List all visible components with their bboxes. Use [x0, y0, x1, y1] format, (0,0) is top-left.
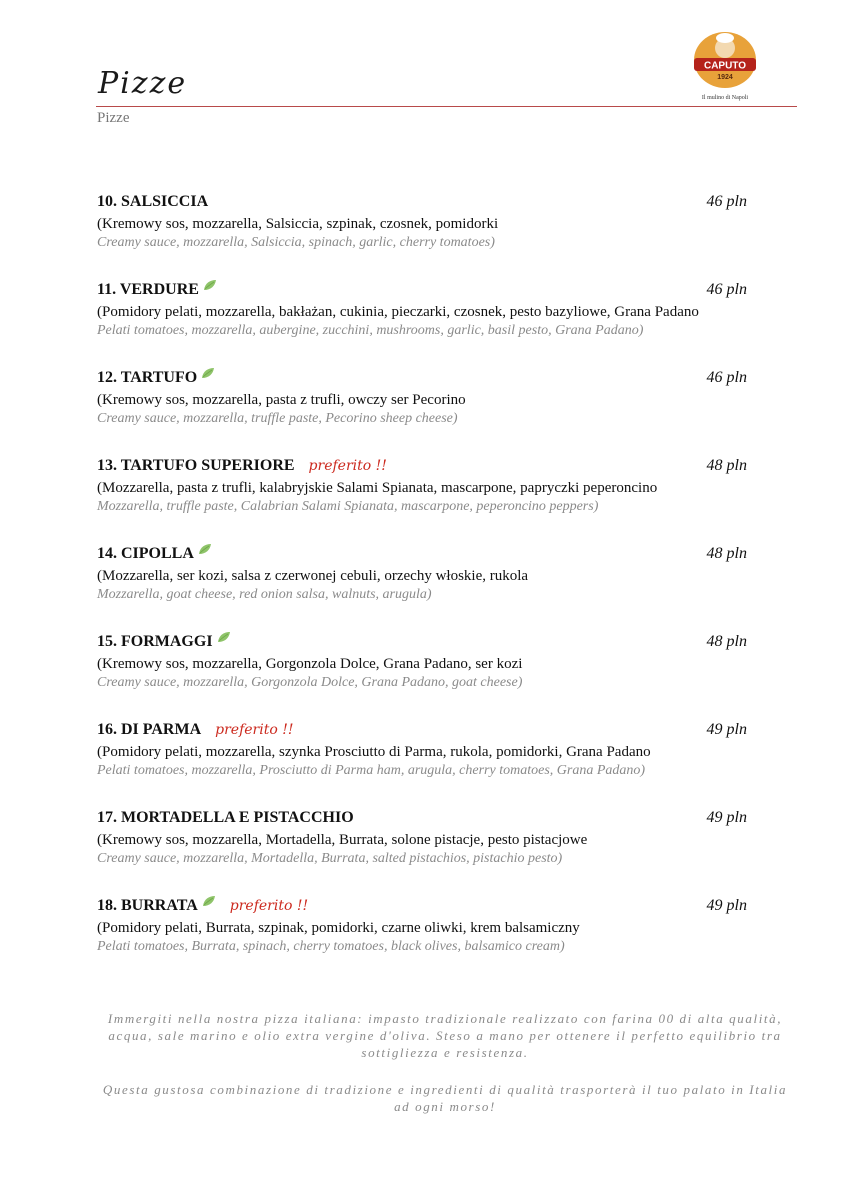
leaf-icon: [217, 631, 231, 643]
menu-item-price: 48 pln: [706, 545, 747, 562]
menu-item-header: [97, 896, 757, 916]
menu-item: [97, 808, 757, 896]
page-subtitle: Pizze: [97, 110, 130, 126]
menu-item-description-en: Creamy sauce, mozzarella, Gorgonzola Dolce, Grana Padano, goat cheese): [97, 675, 523, 690]
menu-item-name: 13. TARTUFO SUPERIORE: [97, 457, 295, 474]
menu-item-price: 49 pln: [706, 897, 747, 914]
menu-item-header: [97, 720, 757, 740]
footer-paragraph-2: Questa gustosa combinazione di tradizione e ingredienti di qualità trasporterà il tuo palato in Italia ad ogni morso!: [102, 1082, 788, 1114]
menu-item-name: 15. FORMAGGI: [97, 633, 213, 650]
menu-item-name: 10. SALSICCIA: [97, 193, 209, 210]
leaf-icon: [198, 543, 212, 555]
menu-item-description-pl: (Kremowy sos, mozzarella, Gorgonzola Dolce, Grana Padano, ser kozi: [97, 656, 523, 672]
menu-item-description-en: Mozzarella, truffle paste, Calabrian Salami Spianata, mascarpone, peperoncino peppers): [97, 499, 599, 514]
menu-item-description-en: Creamy sauce, mozzarella, truffle paste, Pecorino sheep cheese): [97, 411, 458, 426]
menu-item-header: [97, 544, 757, 564]
menu-item-description-pl: (Kremowy sos, mozzarella, Salsiccia, szpinak, czosnek, pomidorki: [97, 216, 499, 232]
menu-item-description-pl: (Kremowy sos, mozzarella, Mortadella, Burrata, solone pistacje, pesto pistacjowe: [97, 832, 588, 848]
menu-item: [97, 632, 757, 720]
menu-item: [97, 456, 757, 544]
menu-item-header: [97, 632, 757, 652]
caputo-logo: [690, 26, 760, 106]
menu-item-header: [97, 368, 757, 388]
menu-item: [97, 720, 757, 808]
menu-list: [97, 192, 757, 984]
menu-item-description-en: Creamy sauce, mozzarella, Mortadella, Burrata, salted pistachios, pistachio pesto): [97, 851, 563, 866]
menu-item-description-en: Pelati tomatoes, mozzarella, Prosciutto di Parma ham, arugula, cherry tomatoes, Grana Padano): [97, 763, 646, 778]
logo-year: 1924: [717, 74, 733, 81]
menu-item-name: 12. TARTUFO: [97, 369, 198, 386]
menu-item-description-en: Pelati tomatoes, mozzarella, aubergine, zucchini, mushrooms, garlic, basil pesto, Grana Padano): [97, 323, 644, 338]
menu-item: [97, 368, 757, 456]
preferito-badge: preferito !!: [229, 898, 309, 914]
preferito-badge: preferito !!: [308, 458, 387, 474]
header-rule: [96, 106, 797, 107]
menu-item-price: 49 pln: [706, 721, 747, 738]
leaf-icon: [202, 895, 216, 907]
menu-item-price: 46 pln: [706, 369, 747, 386]
menu-item: [97, 192, 757, 280]
footer-paragraph-1: Immergiti nella nostra pizza italiana: impasto tradizionale realizzato con farina 00 di alta qualità, acqua, sale marino e olio extra vergine d'oliva. Steso a mano per ottenere il perfetto equilibrio tra sottigliezza e resistenza.: [107, 1011, 783, 1060]
menu-item-description-en: Pelati tomatoes, Burrata, spinach, cherry tomatoes, black olives, balsamico cream): [97, 939, 565, 954]
menu-item-price: 46 pln: [706, 281, 747, 298]
logo-tagline: Il mulino di Napoli: [701, 95, 749, 101]
logo-brand: CAPUTO: [703, 60, 747, 72]
menu-item-header: [97, 280, 757, 300]
leaf-icon: [203, 279, 217, 291]
menu-item-name: 16. DI PARMA: [97, 721, 202, 738]
menu-item: [97, 544, 757, 632]
menu-item-description-pl: (Pomidory pelati, Burrata, szpinak, pomidorki, czarne oliwki, krem balsamiczny: [97, 920, 580, 936]
menu-item-description-pl: (Kremowy sos, mozzarella, pasta z trufli, owczy ser Pecorino: [97, 392, 466, 408]
menu-item-name: 11. VERDURE: [97, 281, 199, 298]
menu-item-description-en: Mozzarella, goat cheese, red onion salsa, walnuts, arugula): [97, 587, 432, 602]
menu-item-price: 46 pln: [706, 193, 747, 210]
leaf-icon: [201, 367, 215, 379]
menu-item-description-pl: (Mozzarella, pasta z trufli, kalabryjskie Salami Spianata, mascarpone, papryczki peperoncino: [97, 480, 658, 496]
menu-item-description-pl: (Pomidory pelati, mozzarella, bakłażan, cukinia, pieczarki, czosnek, pesto bazyliowe, Grana Padano: [97, 304, 699, 320]
menu-item-price: 49 pln: [706, 809, 747, 826]
menu-item: [97, 896, 757, 984]
menu-item-price: 48 pln: [706, 457, 747, 474]
menu-item-description-pl: (Pomidory pelati, mozzarella, szynka Prosciutto di Parma, rukola, pomidorki, Grana Padano: [97, 744, 651, 760]
menu-item-name: 18. BURRATA: [97, 897, 198, 914]
page-title: Pizze: [98, 66, 188, 101]
menu-item-header: [97, 456, 757, 476]
menu-item-price: 48 pln: [706, 633, 747, 650]
menu-item-name: 17. MORTADELLA E PISTACCHIO: [97, 809, 354, 826]
menu-item-description-en: Creamy sauce, mozzarella, Salsiccia, spinach, garlic, cherry tomatoes): [97, 235, 495, 250]
menu-item-description-pl: (Mozzarella, ser kozi, salsa z czerwonej cebuli, orzechy włoskie, rukola: [97, 568, 529, 584]
preferito-badge: preferito !!: [215, 722, 294, 738]
menu-item: [97, 280, 757, 368]
menu-item-header: [97, 192, 757, 212]
footer-notes: [100, 1010, 790, 1135]
menu-item-header: [97, 808, 757, 828]
menu-item-name: 14. CIPOLLA: [97, 545, 194, 562]
